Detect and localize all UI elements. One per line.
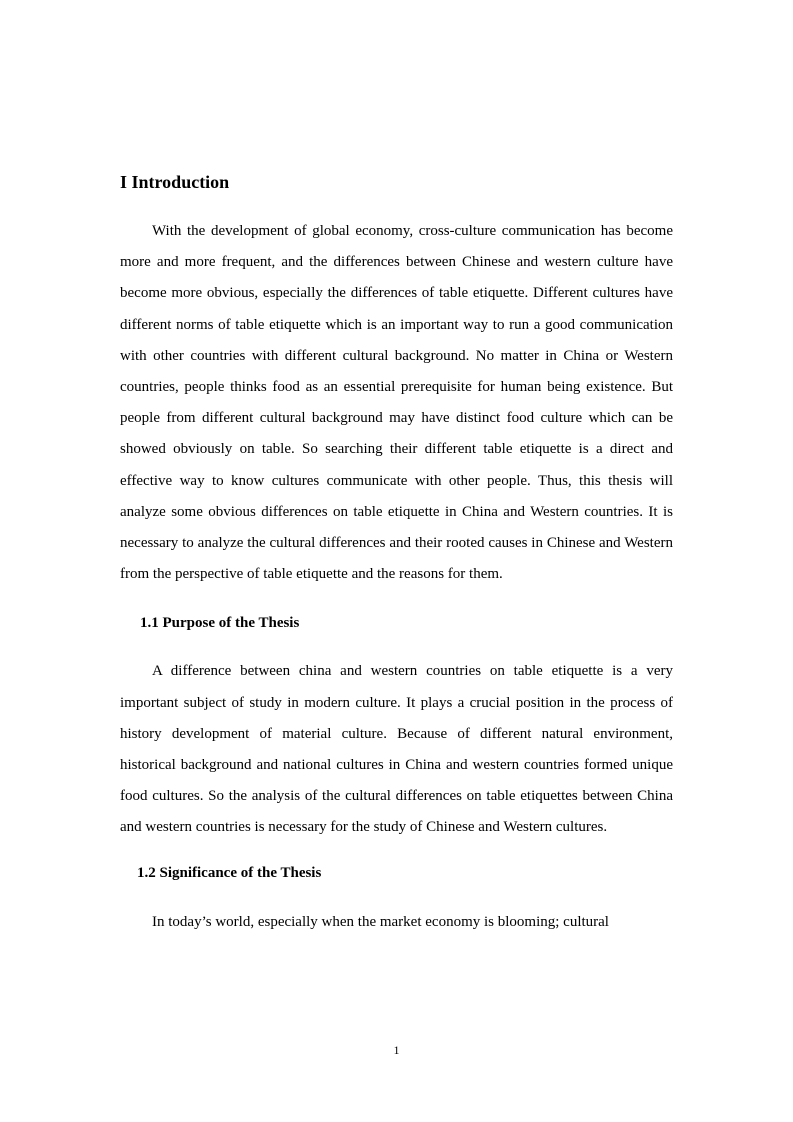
section-heading-significance: 1.2 Significance of the Thesis <box>137 864 322 881</box>
purpose-paragraph: A difference between china and western countries on table etiquette is a very important subject of study in modern culture. It plays a crucial position in the process of history development of material culture. Because of different natural environment, historical background and national cultures in China and western countries formed unique food cultures. So the analysis of the cultural differences on table etiquettes between China and western countries is necessary for the study of Chinese and Western cultures. <box>120 663 673 836</box>
page-content <box>120 168 673 938</box>
section-heading-purpose: 1.1 Purpose of the Thesis <box>140 615 300 632</box>
significance-paragraph: In today’s world, especially when the market economy is blooming; cultural <box>152 913 609 930</box>
intro-paragraph: With the development of global economy, cross-culture communication has become more and more frequent, and the differences between Chinese and western culture have become more obvious, especially the differences of table etiquette. Different cultures have different norms of table etiquette which is an important way to run a good communication with other countries with different cultural background. No matter in China or Western countries, people thinks food as an essential prerequisite for human being existence. But people from different cultural background may have distinct food culture which can be showed obviously on table. So searching their different table etiquette is a direct and effective way to know cultures communicate with other people. Thus, this thesis will analyze some obvious differences on table etiquette in China and Western countries. It is necessary to analyze the cultural differences and their rooted causes in Chinese and Western from the perspective of table etiquette and the reasons for them. <box>120 223 673 583</box>
chapter-title: I Introduction <box>120 172 230 192</box>
page-number: 1 <box>393 1043 400 1057</box>
